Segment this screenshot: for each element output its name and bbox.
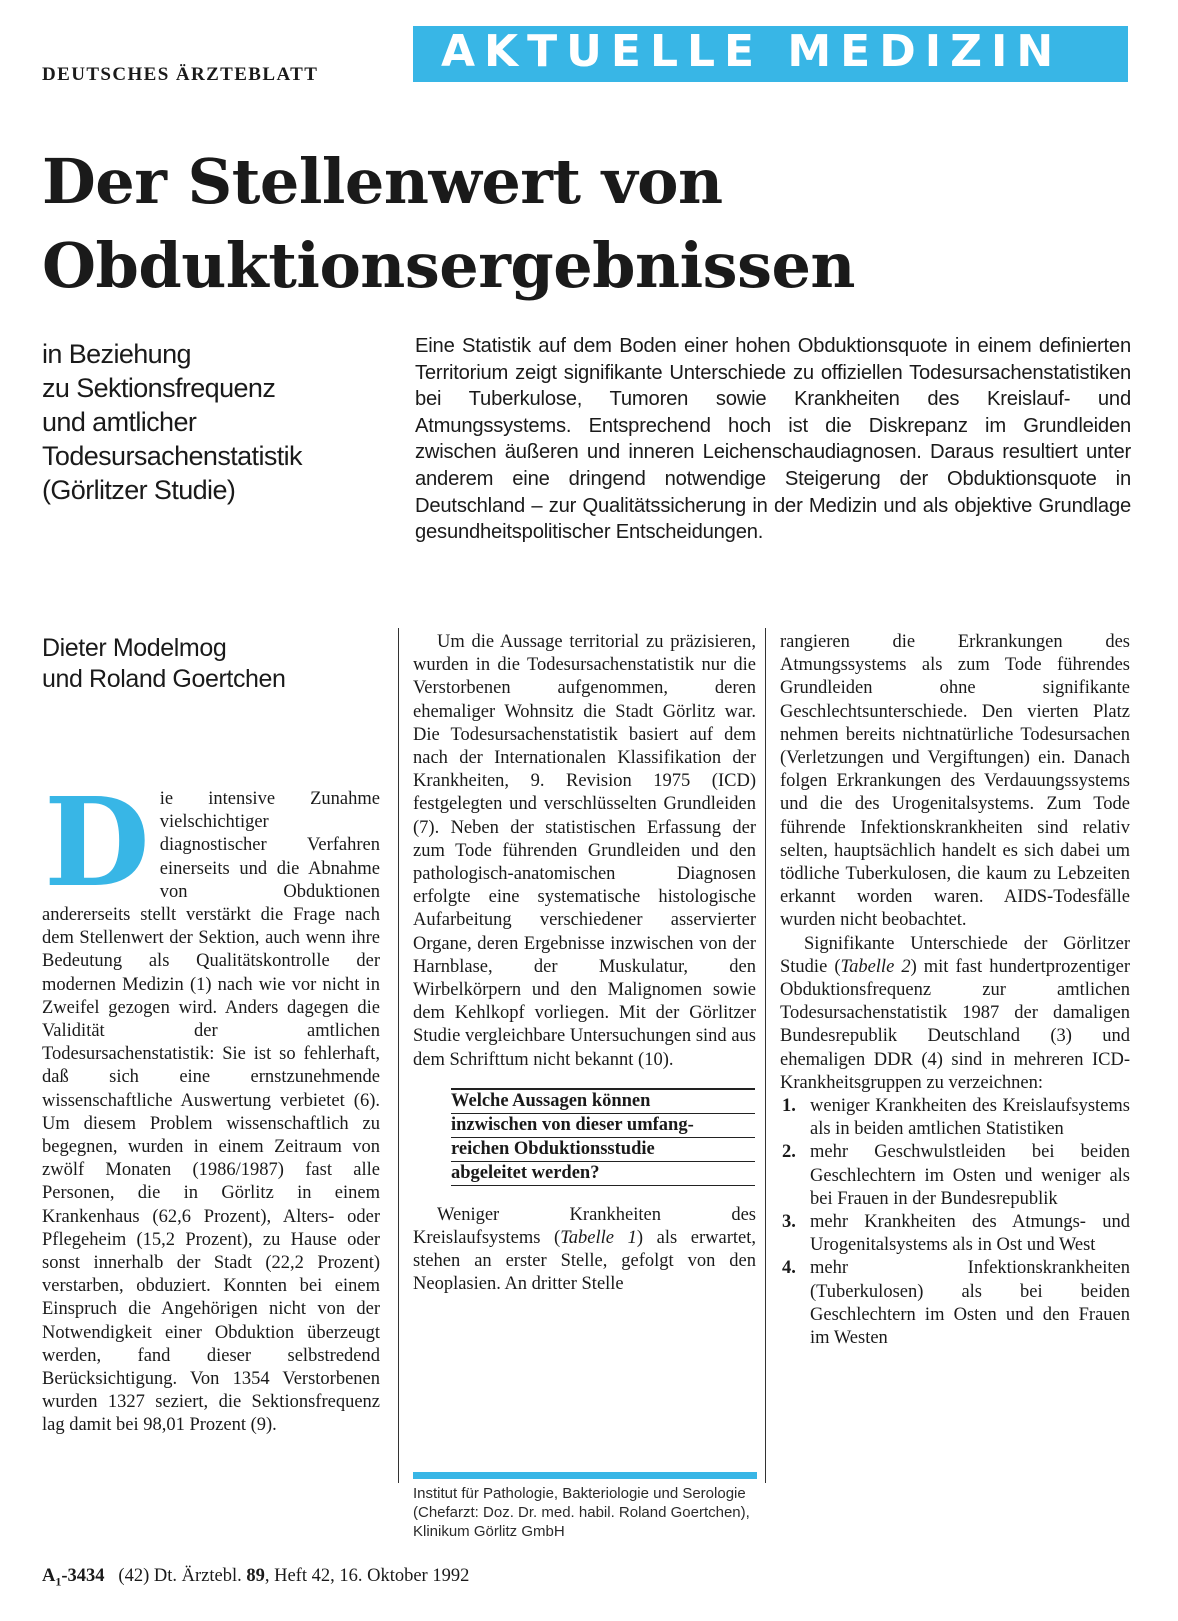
journal-name: DEUTSCHES ÄRZTEBLATT: [42, 64, 319, 85]
box-line: Welche Aussagen können: [451, 1088, 755, 1114]
table-reference: Tabelle 1: [560, 1228, 637, 1249]
list-item: [780, 1211, 1130, 1257]
list-number: 2.: [782, 1142, 796, 1163]
column-divider: [765, 628, 766, 1483]
paragraph-text: ) als erwartet, stehen an erster Stelle, gefolgt von den Neoplasien. An dritter Stelle: [413, 1228, 757, 1295]
article-title: [42, 140, 1132, 308]
author-list: [42, 633, 392, 695]
body-paragraph: [413, 1204, 756, 1297]
findings-list: [780, 1095, 1130, 1350]
citation-text: , Heft 42, 16. Oktober 1992: [264, 1566, 470, 1586]
volume-number: 89: [246, 1566, 265, 1586]
body-paragraph: Um die Aussage territorial zu präzisieren, wurden in die Todesursachenstatistik nur die Verstorbenen aufgenommen, deren ehemaliger Wohnsitz die Stadt Görlitz war. Die Todesursachenstatistik basiert auf dem nach der Internationalen Klassifikation der Krankheiten, 9. Revision 1975 (ICD) festgelegten und verschlüsselten Grundleiden (7). Neben der statistischen Erfassung der zum Tode führenden Grundleiden und den pathologisch-anatomischen Diagnosen erfolgte eine systematische histologische Aufarbeitung verschiedener asservierter Organe, deren Ergebnisse inzwischen von der Harnblase, der Muskulatur, den Wirbelkörpern und den Malignomen sowie dem Kehlkopf vorliegen. Mit der Görlitzer Studie vergleichbare Untersuchungen sind aus dem Schrifttum nicht bekannt (10).: [413, 632, 756, 1070]
page-footer: [42, 1566, 469, 1590]
body-paragraph: [780, 933, 1130, 1095]
box-line: reichen Obduktionsstudie: [451, 1138, 755, 1162]
list-item: [780, 1095, 1130, 1141]
paragraph-text: ie intensive Zunahme vielschichtiger diagnostischer Verfahren einerseits und die Abnahme von Obduktionen andererseits stellt verstärkt die Frage nach dem Stellenwert der Sektion, auch wenn ihre Bedeutung als Qualitätskontrolle der modernen Medizin (1) nach wie vor nicht in Zweifel gezogen wird. Anders dagegen die Validität der amtlichen Todesursachenstatistik: Sie ist so fehlerhaft, daß sich eine ernstzunehmende wissenschaftliche Auswertung verbietet (6). Um diesem Problem wissenschaftlich zu begegnen, wurden in einem Zeitraum von zwölf Monaten (1986/1987) fast alle Personen, die in Görlitz in einem Krankenhaus (62,6 Prozent), Alters- oder Pflegeheim (15,2 Prozent), zu Hause oder sonst innerhalb der Stadt (22,2 Prozent) verstarben, obduziert. Konnten bei einem Einspruch die Angehörigen nicht von der Notwendigkeit einer Obduktion überzeugt werden, fand dieser selbstredend Berücksichtigung. Von 1354 Verstorbenen wurden 1327 seziert, die Sektionsfrequenz lag damit bei 98,01 Prozent (9).: [42, 789, 380, 1436]
body-column-2: [413, 631, 756, 1297]
title-line-1: Der Stellenwert von: [42, 145, 723, 218]
list-number: 1.: [782, 1096, 796, 1117]
subtitle-line: Todesursachenstatistik: [42, 441, 302, 471]
list-number: 3.: [782, 1212, 796, 1233]
subtitle-line: zu Sektionsfrequenz: [42, 373, 276, 403]
affiliation-rule: [413, 1472, 757, 1479]
list-item-text: mehr Geschwulstleiden bei beiden Geschlechtern im Osten und weniger als bei Frauen in der Bundesrepublik: [810, 1142, 1130, 1209]
body-column-1: [42, 770, 380, 1438]
table-reference: Tabelle 2: [840, 956, 911, 977]
body-column-3: [780, 631, 1130, 1350]
column-divider: [398, 628, 399, 1483]
paragraph-text: ) mit fast hundertprozentiger Obduktionsfrequenz zur amtlichen Todesursachenstatistik 1987 der damaligen Bundesrepublik Deutschland (3) und ehemaligen DDR (4) sind in mehreren ICD-Krankheitsgruppen zu verzeichnen:: [780, 956, 1130, 1093]
paragraph-text: Weniger Krankheiten des Kreislaufsystems (: [413, 1204, 756, 1249]
list-item: [780, 1257, 1130, 1350]
author-affiliation: Institut für Pathologie, Bakteriologie und Serologie (Chefarzt: Doz. Dr. med. habil. Roland Goertchen), Klinikum Görlitz GmbH: [413, 1485, 750, 1540]
list-item-text: mehr Krankheiten des Atmungs- und Urogenitalsystems als in Ost und West: [810, 1212, 1130, 1256]
box-line: abgeleitet werden?: [451, 1162, 755, 1186]
author-line: Dieter Modelmog: [42, 634, 227, 662]
title-line-2: Obduktionsergebnissen: [42, 229, 855, 302]
box-line: inzwischen von dieser umfang-: [451, 1114, 755, 1138]
list-item: [780, 1141, 1130, 1211]
citation-text: (42) Dt. Ärztebl.: [118, 1566, 242, 1586]
article-abstract: Eine Statistik auf dem Boden einer hohen Obduktionsquote in einem definierten Territorium zeigt signifikante Unterschiede zu offiziellen Todesursachenstatistiken bei Tuberkulose, Tumoren sowie Krankheiten des Kreislauf- und Atmungssystems. Entsprechend hoch ist die Diskrepanz im Grundleiden zwischen äußeren und inneren Leichenschaudiagnosen. Daraus resultiert unter anderem eine dringend notwendige Steigerung der Obduktionsquote in Deutschland – zur Qualitätssicherung in der Medizin und als objektive Grundlage gesundheitspolitischer Entscheidungen.: [415, 335, 1131, 544]
section-banner: AKTUELLE MEDIZIN: [413, 26, 1128, 82]
subtitle-line: in Beziehung: [42, 339, 191, 369]
article-subtitle: [42, 337, 392, 507]
list-item-text: mehr Infektionskrankheiten (Tuberkulosen) als bei beiden Geschlechtern im Osten und den Frauen im Westen: [810, 1258, 1130, 1349]
page-digits: -3434: [61, 1566, 105, 1586]
subtitle-line: (Görlitzer Studie): [42, 475, 236, 505]
highlight-question-box: [451, 1088, 755, 1186]
list-item-text: weniger Krankheiten des Kreislaufsystems als in beiden amtlichen Statistiken: [810, 1096, 1130, 1140]
page-prefix: A: [42, 1566, 56, 1586]
list-number: 4.: [782, 1258, 796, 1279]
body-paragraph: [42, 770, 380, 1438]
subtitle-line: und amtlicher: [42, 407, 197, 437]
drop-cap: D: [44, 770, 150, 914]
body-paragraph: rangieren die Erkrankungen des Atmungssystems als zum Tode führendes Grundleiden ohne signifikante Geschlechtsunterschiede. Den vierten Platz nehmen bereits nichtnatürliche Todesursachen (Verletzungen und Vergiftungen) ein. Danach folgen Erkrankungen des Verdauungssystems und die des Urogenitalsystems. Zum Tode führende Infektionskrankheiten sind relativ selten, hauptsächlich handelt es sich dabei um tödliche Tuberkulosen, die kaum zu Lebzeiten erkannt worden waren. AIDS-Todesfälle wurden nicht beobachtet.: [780, 632, 1130, 931]
page-subscript: 1: [55, 1574, 62, 1589]
author-line: und Roland Goertchen: [42, 665, 286, 693]
paragraph-text: Signifikante Unterschiede der Görlitzer Studie (: [780, 933, 1130, 977]
page-number: [42, 1566, 105, 1589]
